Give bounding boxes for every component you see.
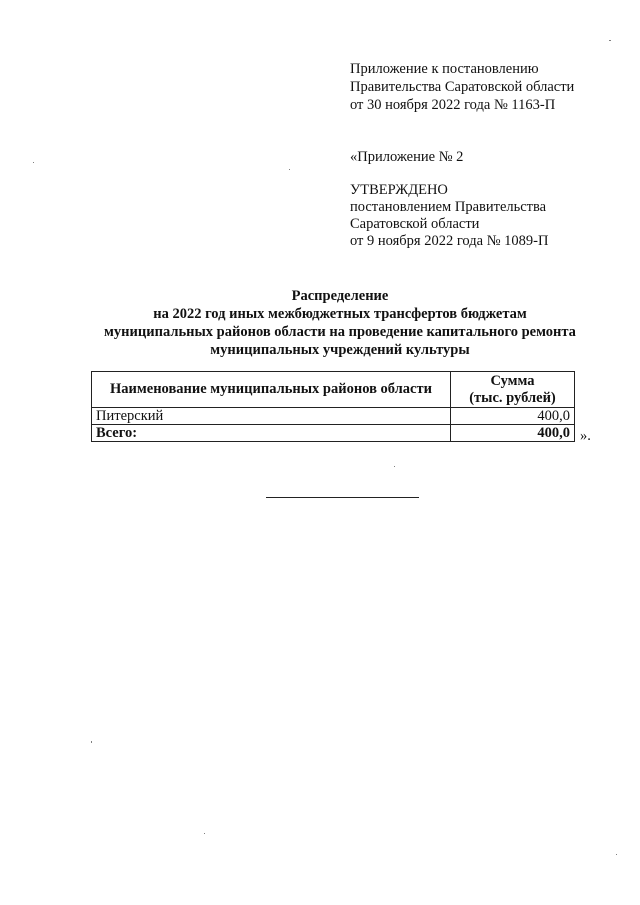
header-district-name: Наименование муниципальных районов области: [92, 372, 451, 408]
appendix-line: Приложение к постановлению: [350, 61, 539, 77]
approved-line: от 9 ноября 2022 года № 1089-П: [350, 233, 549, 249]
scan-speck: [289, 169, 290, 170]
appendix-reference: [350, 60, 610, 114]
approval-stamp: [350, 182, 610, 250]
table-total-row: [92, 425, 575, 442]
appendix-number: «Приложение № 2: [350, 149, 464, 165]
total-amount-cell: 400,0: [451, 425, 575, 442]
title-line: муниципальных учреждений культуры: [210, 342, 470, 358]
approved-line: УТВЕРЖДЕНО: [350, 182, 448, 198]
title-line: муниципальных районов области на проведение капитального ремонта: [104, 324, 576, 340]
appendix-line: Правительства Саратовской области: [350, 79, 575, 95]
table-row: [92, 408, 575, 425]
amount-cell: 400,0: [451, 408, 575, 425]
table-header-row: [92, 372, 575, 408]
title-line: на 2022 год иных межбюджетных трансфертов бюджетам: [153, 306, 527, 322]
scan-speck: [394, 466, 395, 467]
header-amount-line: Сумма: [490, 372, 535, 389]
document-title: [40, 287, 640, 359]
scan-speck: [33, 162, 34, 163]
header-amount: [451, 372, 575, 408]
district-name-cell: Питерский: [92, 408, 451, 425]
approved-line: Саратовской области: [350, 216, 480, 232]
closing-rule: [266, 497, 419, 498]
scan-speck: [91, 741, 92, 743]
distribution-table: [91, 371, 575, 442]
scan-speck: [609, 40, 611, 41]
closing-quote: ».: [580, 428, 591, 444]
header-amount-unit: (тыс. рублей): [469, 389, 556, 406]
appendix-line: от 30 ноября 2022 года № 1163-П: [350, 97, 556, 113]
scan-speck: [204, 833, 205, 834]
approved-line: постановлением Правительства: [350, 199, 547, 215]
total-label-cell: Всего:: [92, 425, 451, 442]
scan-speck: [616, 854, 617, 855]
title-line: Распределение: [291, 288, 389, 304]
